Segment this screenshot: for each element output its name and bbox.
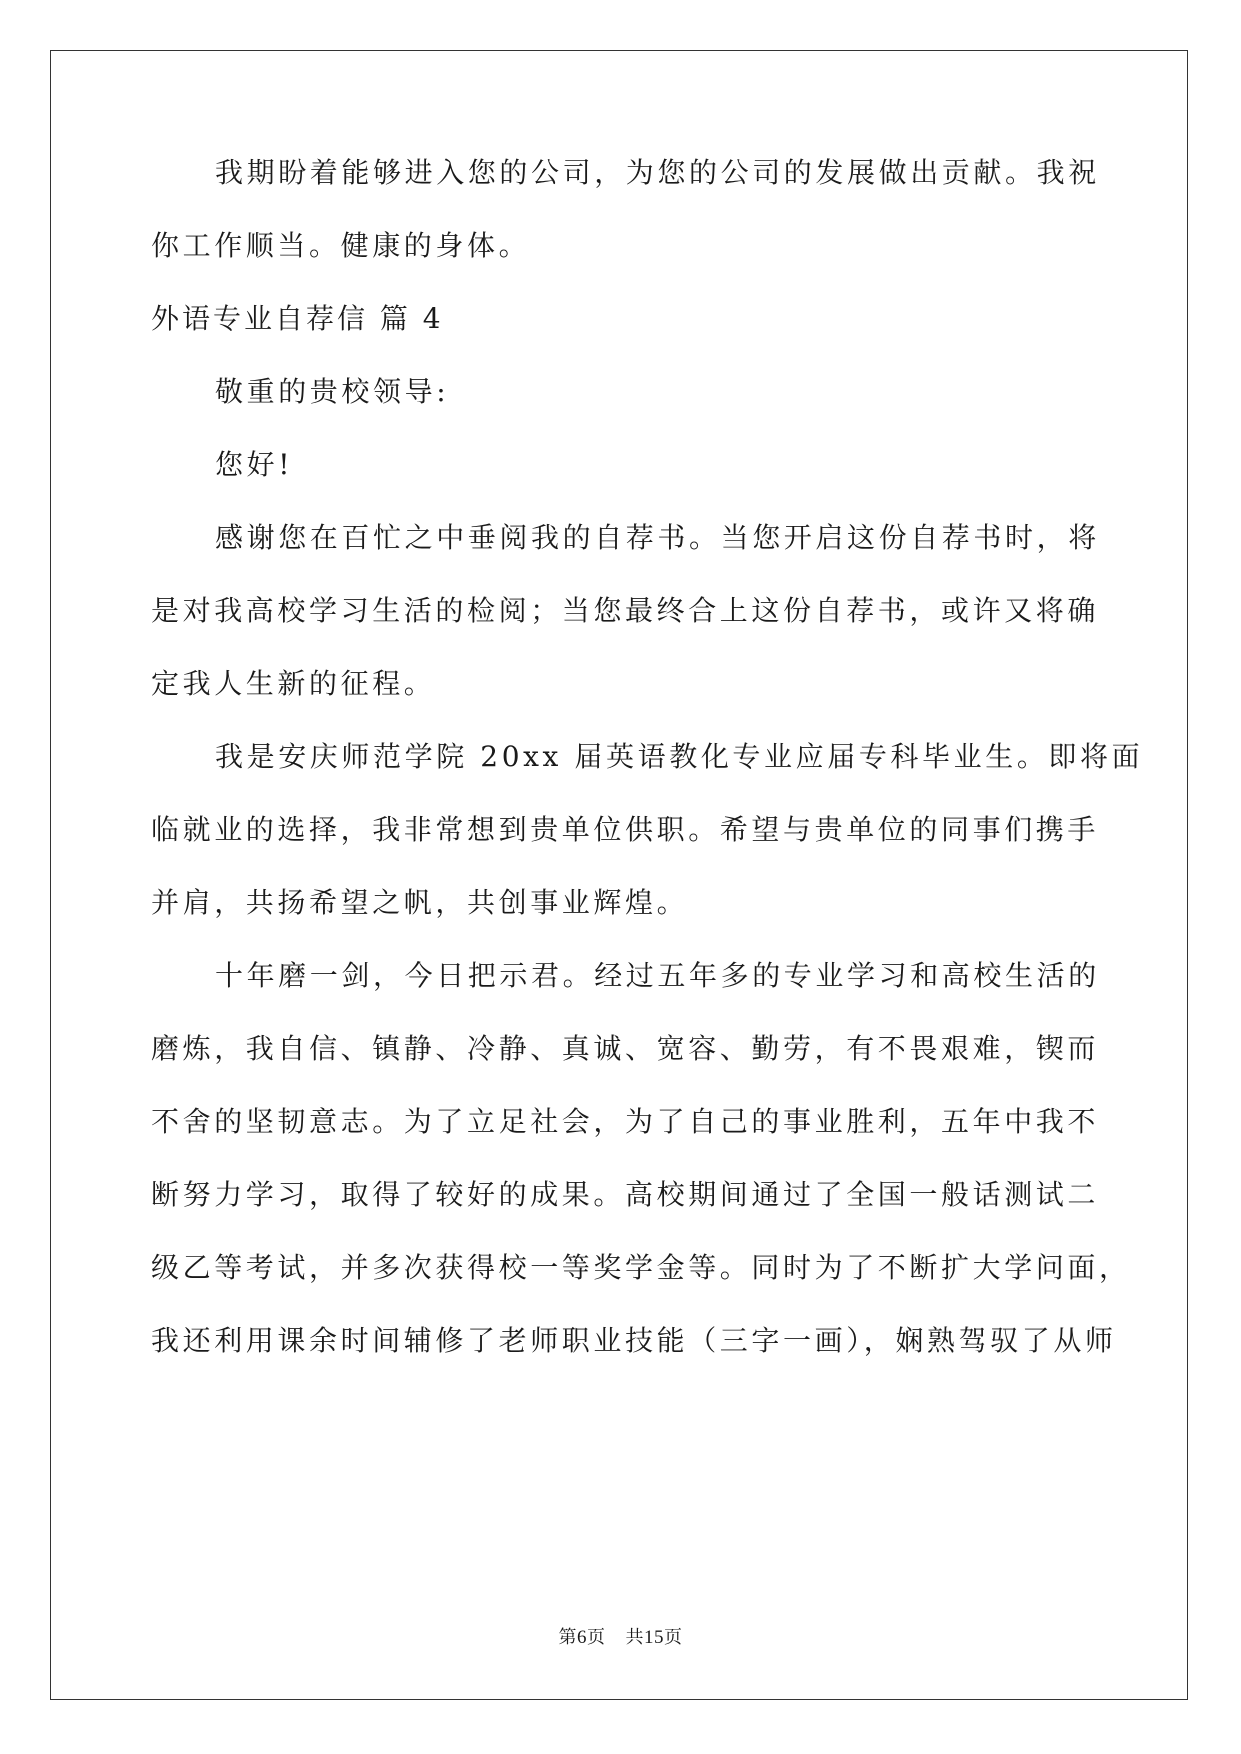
salutation: 敬重的贵校领导: xyxy=(215,375,450,408)
paragraph-line: 级乙等考试，并多次获得校一等奖学金等。同时为了不断扩大学问面， xyxy=(151,1251,1131,1284)
total-suffix: 页 xyxy=(664,1627,683,1648)
page-footer xyxy=(0,1626,1241,1650)
page-suffix: 页 xyxy=(587,1627,606,1648)
paragraph-line: 并肩，共扬希望之帆，共创事业辉煌。 xyxy=(151,886,689,919)
paragraph-line: 磨炼，我自信、镇静、冷静、真诚、宽容、勤劳，有不畏艰难，锲而 xyxy=(151,1032,1100,1065)
page-border xyxy=(50,50,1188,1700)
paragraph-line: 断努力学习，取得了较好的成果。高校期间通过了全国一般话测试二 xyxy=(151,1178,1100,1211)
paragraph-line: 我期盼着能够进入您的公司，为您的公司的发展做出贡献。我祝 xyxy=(215,156,1100,189)
paragraph-line: 定我人生新的征程。 xyxy=(151,667,436,700)
section-heading: 外语专业自荐信 篇 4 xyxy=(151,302,444,335)
greeting: 您好! xyxy=(215,448,294,481)
paragraph-line: 临就业的选择，我非常想到贵单位供职。希望与贵单位的同事们携手 xyxy=(151,813,1100,846)
paragraph-line: 不舍的坚韧意志。为了立足社会，为了自己的事业胜利，五年中我不 xyxy=(151,1105,1100,1138)
paragraph-line: 十年磨一剑，今日把示君。经过五年多的专业学习和高校生活的 xyxy=(215,959,1100,992)
paragraph-line: 我是安庆师范学院 20xx 届英语教化专业应届专科毕业生。即将面 xyxy=(215,740,1144,773)
total-prefix: 共 xyxy=(625,1627,644,1648)
paragraph-line: 是对我高校学习生活的检阅；当您最终合上这份自荐书，或许又将确 xyxy=(151,594,1100,627)
paragraph-line: 感谢您在百忙之中垂阅我的自荐书。当您开启这份自荐书时，将 xyxy=(215,521,1100,554)
page-prefix: 第 xyxy=(558,1627,577,1648)
paragraph-line: 我还利用课余时间辅修了老师职业技能（三字一画），娴熟驾驭了从师 xyxy=(151,1324,1117,1357)
total-pages: 15 xyxy=(644,1627,664,1648)
page-current: 6 xyxy=(577,1627,587,1648)
paragraph-line: 你工作顺当。健康的身体。 xyxy=(151,229,531,262)
